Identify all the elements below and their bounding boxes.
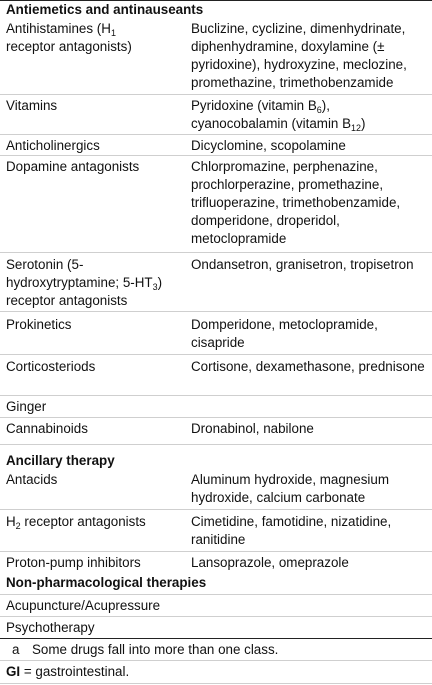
row-divider: [0, 395, 432, 396]
drug-list-cell: Dicyclomine, scopolamine: [191, 138, 346, 153]
row-divider: [0, 509, 432, 510]
row-divider: [0, 616, 432, 617]
drug-list-cell: Cimetidine, famotidine, nizatidine, ranitidine: [191, 514, 392, 547]
drug-class-cell: Prokinetics: [6, 317, 72, 332]
row-divider: [0, 683, 432, 684]
section-heading-nonpharm: Non-pharmacological therapies: [6, 575, 207, 590]
row-divider: [0, 155, 432, 156]
drug-list-cell: Aluminum hydroxide, magnesium hydroxide, calcium carbonate: [191, 472, 389, 505]
drug-list-cell: Cortisone, dexamethasone, prednisone: [191, 359, 425, 374]
row-divider: [0, 417, 432, 418]
drug-list-cell: Buclizine, cyclizine, dimenhydrinate, diphenhydramine, doxylamine (± pyridoxine), hydroxyzine, meclozine, promethazine, trimethobenzamide: [191, 21, 407, 90]
drug-class-cell: Proton-pump inhibitors: [6, 555, 141, 570]
footnote-marker: a: [12, 642, 20, 657]
drug-class-cell: Anticholinergics: [6, 138, 100, 153]
abbreviation-definition: = gastrointestinal.: [20, 664, 130, 679]
row-divider: [0, 444, 432, 445]
drug-class-cell: Ginger: [6, 399, 47, 414]
drug-class-cell: Vitamins: [6, 98, 58, 113]
drug-class-cell: Antacids: [6, 472, 58, 487]
row-divider: [0, 311, 432, 312]
section-heading-ancillary: Ancillary therapy: [6, 453, 115, 468]
drug-list-cell: Dronabinol, nabilone: [191, 421, 314, 436]
drug-list-cell: Ondansetron, granisetron, tropisetron: [191, 257, 414, 272]
row-divider: [0, 94, 432, 95]
drug-class-cell: $H_2$ receptor antagonists: [6, 514, 146, 531]
drug-class-cell: Serotonin (5-hydroxytryptamine; $5-HT_3$) receptor antagonists: [6, 257, 163, 308]
footnote-text: Some drugs fall into more than one class.: [32, 642, 279, 657]
row-divider: [0, 252, 432, 253]
abbreviation: GI: [6, 664, 21, 679]
section-heading-antiemetics: Antiemetics and antinauseants: [6, 2, 204, 17]
drug-class-cell: Corticosteriods: [6, 359, 96, 374]
row-divider: [0, 354, 432, 355]
row-divider: [0, 594, 432, 595]
footnote-gi: [6, 663, 129, 681]
row-divider: [0, 134, 432, 135]
drug-list-cell: Pyridoxine (vitamin $B_6$), cyanocobalamin (vitamin $B_{12}$): [191, 98, 366, 133]
drug-class-cell: Dopamine antagonists: [6, 159, 140, 174]
row-divider: [0, 660, 432, 661]
drug-class-cell: Cannabinoids: [6, 421, 88, 436]
drug-list-cell: Domperidone, metoclopramide, cisapride: [191, 317, 378, 350]
table-bottom-rule: [0, 638, 432, 639]
drug-class-cell: Psychotherapy: [6, 620, 95, 635]
drug-list-cell: Chlorpromazine, perphenazine, prochlorperazine, promethazine, trifluoperazine, trimethobenzamide, domperidone, droperidol, metoclopramide: [191, 159, 401, 246]
drug-list-cell: Lansoprazole, omeprazole: [191, 555, 349, 570]
row-divider: [0, 551, 432, 552]
drug-class-cell: Antihistamines ($H_1$ receptor antagonists): [6, 21, 132, 54]
drug-class-cell: Acupuncture/Acupressure: [6, 598, 161, 613]
